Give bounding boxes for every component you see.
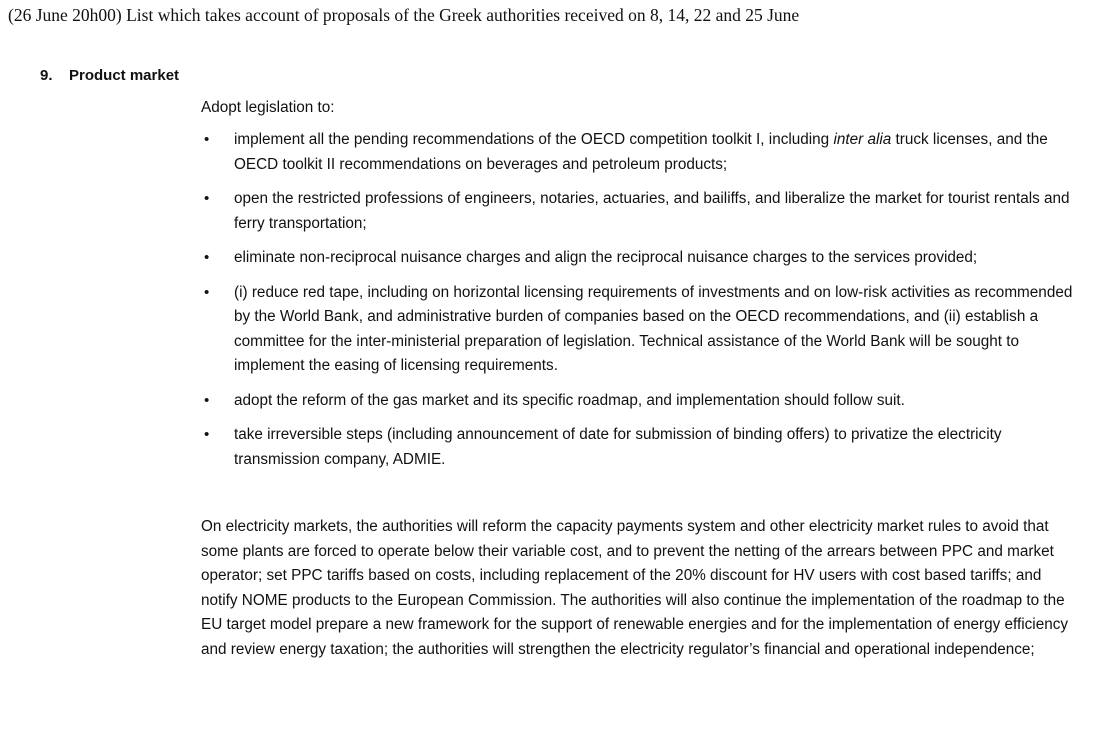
bullet-icon: • [204,283,210,301]
intro-text: Adopt legislation to: [201,99,335,116]
bullet-text: (i) reduce red tape, including on horizontal licensing requirements of investments and on low-risk activities as recommended by the World Bank, and administrative burden of companies based on the OECD recommendations, and (ii) establish a committee for the inter-ministerial preparation of legislation. Technical assistance of the World Bank will be sought to implement the easing of licensing requirements. [234,283,1073,374]
list-item [201,423,1081,472]
list-item [201,281,1081,379]
bullet-icon: • [204,426,210,443]
bullet-text: adopt the reform of the gas market and its specific roadmap, and implementation should follow suit. [234,391,905,409]
section-heading [40,67,179,84]
bullet-icon: • [204,391,210,409]
bullet-icon: • [204,131,210,148]
bullet-text: truck licenses, and the OECD toolkit II recommendations on beverages and petroleum products; [234,131,1048,173]
list-item [201,389,1081,414]
closing-paragraph: On electricity markets, the authorities will reform the capacity payments system and other electricity market rules to avoid that some plants are forced to operate below their variable cost, and to prevent the netting of the arrears between PPC and market operator; set PPC tariffs based on costs, including replacement of the 20% discount for HV users with cost based tariffs; and notify NOME products to the European Commission. The authorities will also continue the implementation of the roadmap to the EU target model prepare a new framework for the support of renewable energies and for the implementation of energy efficiency and review energy taxation; the authorities will strengthen the electricity regulator’s financial and operational independence; [201,518,1069,658]
list-item [201,187,1081,236]
bullet-text: take irreversible steps (including announcement of date for submission of binding offers) to privatize the electricity transmission company, ADMIE. [234,426,1002,468]
bullet-text: eliminate non-reciprocal nuisance charges and align the reciprocal nuisance charges to the services provided; [234,249,978,266]
bullet-text: implement all the pending recommendations of the OECD competition toolkit I, including [234,131,834,148]
section-number: 9. [40,67,53,84]
bullet-list [201,128,1081,482]
bullet-icon: • [204,249,210,266]
section-title: Product market [69,67,180,84]
bullet-text-emphasis: inter alia [833,131,892,148]
list-item [201,128,1081,177]
list-item [201,246,1081,271]
bullet-icon: • [204,190,210,207]
bullet-text: open the restricted professions of engineers, notaries, actuaries, and bailiffs, and liberalize the market for tourist rentals and ferry transportation; [234,190,1070,232]
document-header: (26 June 20h00) List which takes account of proposals of the Greek authorities received on 8, 14, 22 and 25 June [8,5,800,25]
